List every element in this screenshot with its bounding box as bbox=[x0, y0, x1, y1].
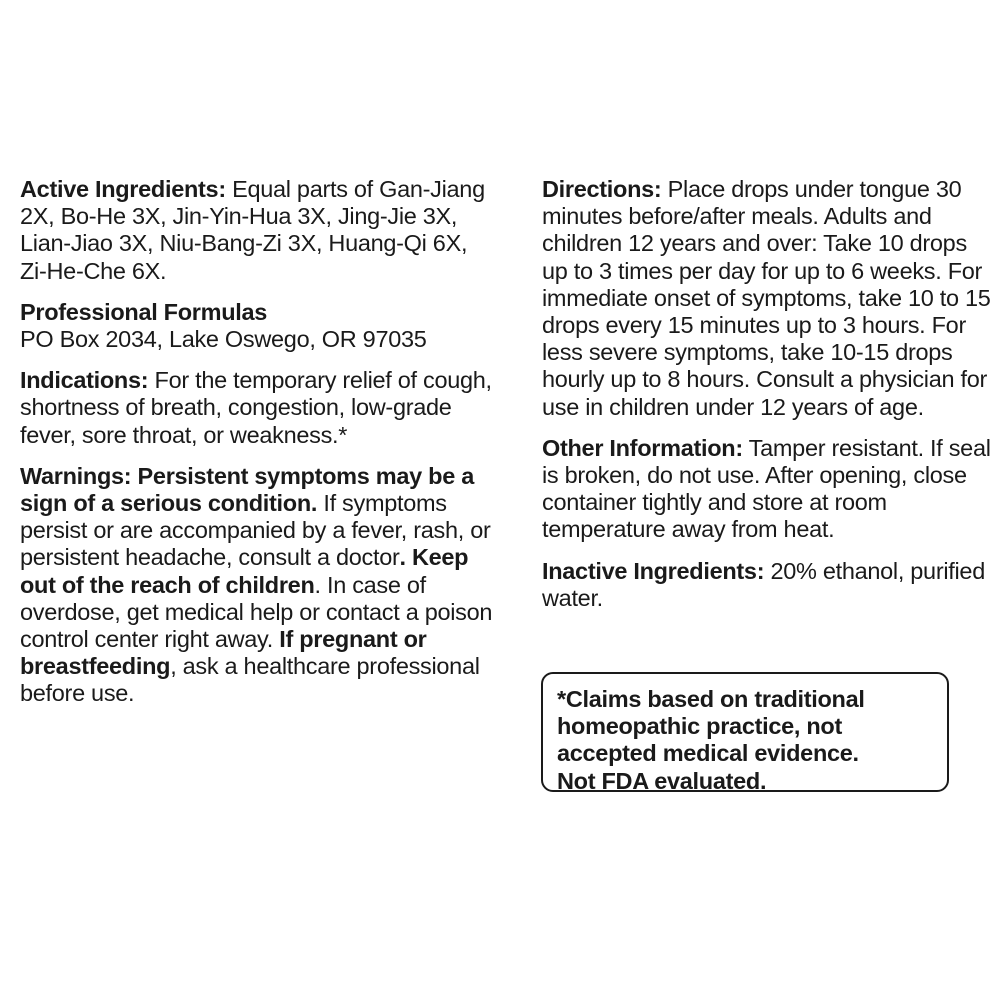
warnings-bold-children: . Keep out of the reach of children bbox=[20, 544, 469, 598]
company-name bbox=[20, 299, 498, 326]
active-ingredients-text: Equal parts of Gan-Jiang 2X, Bo-He 3X, Jin-Yin-Hua 3X, Jing-Jie 3X, Lian-Jiao 3X, Niu-Bang-Zi 3X, Huang-Qi 6X, Zi-He-Che 6X. bbox=[20, 176, 485, 284]
warnings-bold-pregnant: If pregnant or breastfeeding bbox=[20, 626, 427, 680]
warnings-label: Warnings: bbox=[20, 462, 138, 489]
left-column bbox=[20, 176, 498, 722]
indications-section bbox=[20, 367, 498, 449]
indications-paragraph bbox=[20, 367, 498, 449]
company-address: PO Box 2034, Lake Oswego, OR 97035 bbox=[20, 326, 427, 353]
other-information-section bbox=[542, 435, 998, 544]
right-column bbox=[542, 176, 998, 626]
active-ingredients-label: Active Ingredients: bbox=[20, 176, 226, 202]
active-ingredients-paragraph bbox=[20, 176, 498, 285]
directions-paragraph bbox=[542, 176, 998, 421]
directions-section bbox=[542, 176, 998, 421]
claims-notice-box: *Claims based on traditional homeopathic practice, not accepted medical evidence. Not FDA evaluated. bbox=[541, 672, 949, 792]
warnings-text-consult: If symptoms persist or are accompanied by a fever, rash, or persistent headache, consult a doctor bbox=[20, 490, 491, 571]
company-section bbox=[20, 299, 498, 353]
company-name-text: Professional Formulas bbox=[20, 298, 268, 325]
other-information-text: Tamper resistant. If seal is broken, do not use. After opening, close container tightly and store at room temperature away from heat. bbox=[542, 434, 991, 543]
indications-text: For the temporary relief of cough, shortness of breath, congestion, low-grade fever, sore throat, or weakness.* bbox=[20, 367, 492, 448]
warnings-section bbox=[20, 463, 498, 708]
inactive-ingredients-section bbox=[542, 558, 998, 612]
active-ingredients-section bbox=[20, 176, 498, 285]
other-information-paragraph bbox=[542, 435, 998, 544]
warnings-bold-serious: Persistent symptoms may be a sign of a serious condition. bbox=[20, 462, 474, 517]
directions-label: Directions: bbox=[542, 176, 662, 202]
indications-label: Indications: bbox=[20, 367, 149, 394]
inactive-ingredients-label: Inactive Ingredients: bbox=[542, 557, 765, 584]
directions-text: Place drops under tongue 30 minutes before/after meals. Adults and children 12 years and over: Take 10 drops up to 3 times per day for up to 6 weeks. For immediate onset of symptoms, take 10 to 15 drops every 15 minutes up to 3 hours. For less severe symptoms, take 10-15 drops hourly up to 8 hours. Consult a physician for use in children under 12 years of age. bbox=[542, 176, 991, 420]
warnings-text-professional: , ask a healthcare professional before use. bbox=[20, 653, 480, 707]
inactive-ingredients-paragraph bbox=[542, 558, 998, 612]
warnings-paragraph bbox=[20, 463, 498, 708]
other-information-label: Other Information: bbox=[542, 434, 743, 461]
warnings-text-overdose: . In case of overdose, get medical help or contact a poison control center right away. bbox=[20, 571, 493, 653]
inactive-ingredients-text: 20% ethanol, purified water. bbox=[542, 557, 985, 611]
